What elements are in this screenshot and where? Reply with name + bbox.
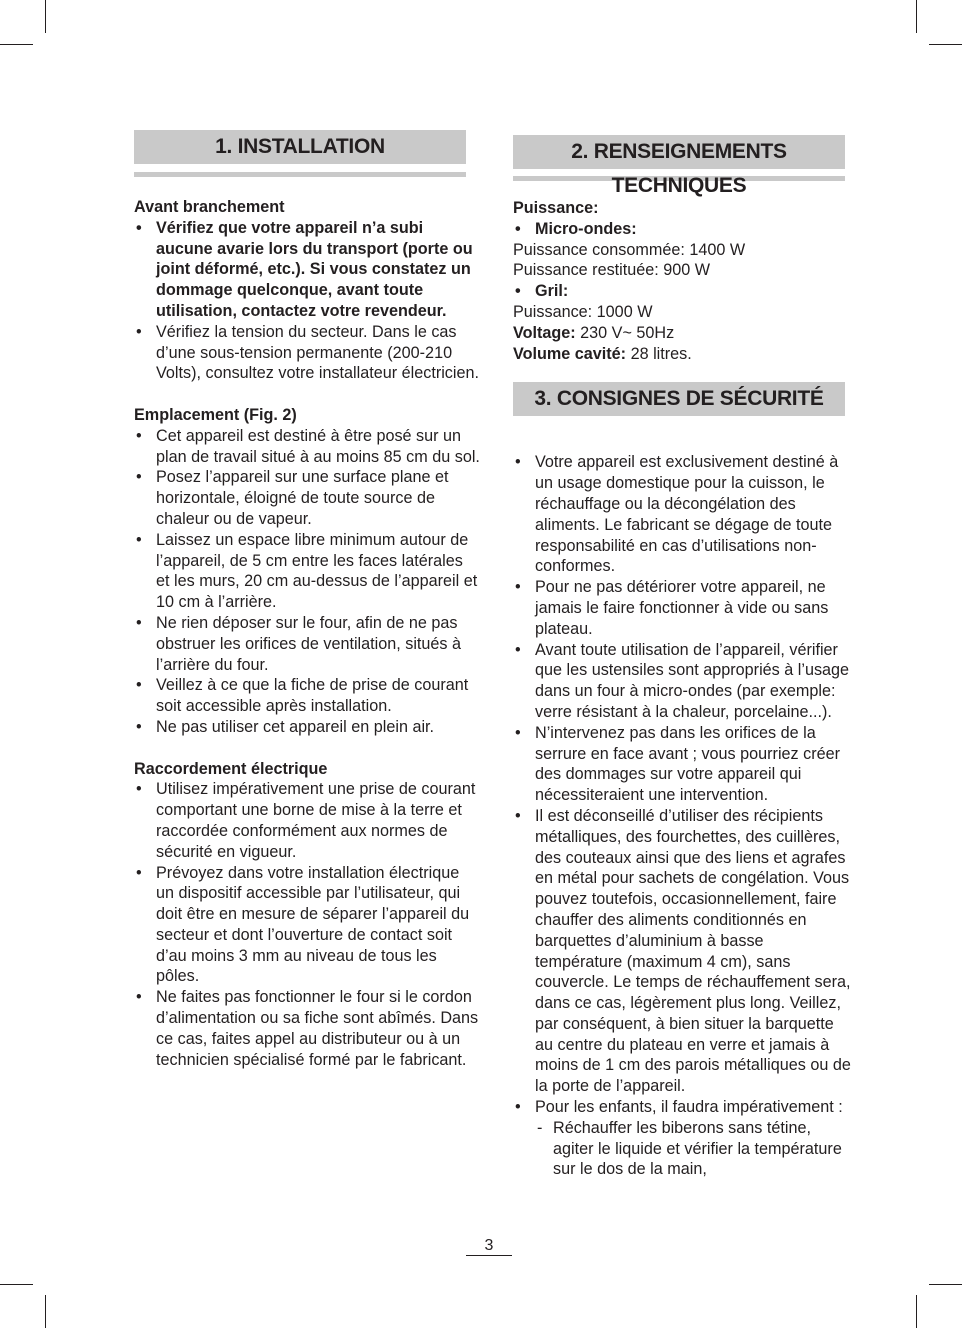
micro-ondes-label: • Micro-ondes: (513, 219, 853, 240)
right-column (513, 130, 853, 1180)
emplacement-title: Emplacement (Fig. 2) (134, 405, 297, 424)
crop-mark (0, 44, 33, 45)
list-item: • Avant toute utilisation de l’appareil, vérifier que les ustensiles sont appropriés à l’usage dans un four à micro-ondes (par exemple: verre résistant à la chaleur, porcelaine...). (513, 640, 853, 723)
list-item: • Laissez un espace libre minimum autour de l’appareil, de 5 cm entre les faces latérales et les murs, 20 cm au-dessus de l’appareil et 10 cm à l’arrière. (134, 530, 480, 613)
installation-heading: 1. INSTALLATION (134, 130, 466, 164)
sub-list-item: - Réchauffer les biberons sans tétine, agiter le liquide et vérifier la température sur le dos de la main, (535, 1118, 853, 1180)
list-item: • Il est déconseillé d’utiliser des récipients métalliques, des fourchettes, des cuillères, des couteaux ainsi que des liens et agrafes en métal pour sachets de congélation. Vous pouvez toutefois, occasionnellement, faire chauffer des aliments conditionnés en barquettes d’aluminium à basse température (maximum 4 cm), sans couvercle. Le temps de réchauffement sera, dans ce cas, légèrement plus long. Veillez, par conséquent, à bien situer la barquette au centre du plateau en verre et jamais à moins de 1 cm des parois métalliques ou de la porte de l’appareil. (513, 806, 853, 1097)
avant-branchement-title: Avant branchement (134, 198, 285, 216)
gril-label: • Gril: (513, 281, 853, 302)
list-item: • Cet appareil est destiné à être posé sur un plan de travail situé à au moins 85 cm du sol. (134, 426, 480, 468)
technical-heading: 2. RENSEIGNEMENTS TECHNIQUES (513, 135, 845, 169)
page-number: 3 (484, 1237, 494, 1254)
list-item: • Veillez à ce que la fiche de prise de courant soit accessible après installation. (134, 675, 480, 717)
crop-mark (916, 1295, 917, 1328)
list-item: • Posez l’appareil sur une surface plane et horizontale, éloigné de toute source de chaleur ou de vapeur. (134, 467, 480, 529)
list-item: • Votre appareil est exclusivement destiné à un usage domestique pour la cuisson, le réchauffage ou la décongélation des aliments. Le fabricant se dégage de toute responsabilité en cas d’utilisations non-conformes. (513, 452, 853, 577)
list-item: • Ne rien déposer sur le four, afin de ne pas obstruer les orifices de ventilation, situés à l’arrière du four. (134, 613, 480, 675)
list-item: • Utilisez impérativement une prise de courant comportant une borne de mise à la terre et raccordée conformément aux normes de sécurité en vigueur. (134, 779, 480, 862)
list-item (513, 1097, 853, 1180)
list-item-text: Pour les enfants, il faudra impérativement : (535, 1098, 843, 1117)
raccordement-title: Raccordement électrique (134, 759, 328, 778)
crop-mark (916, 0, 917, 33)
list-item: • Vérifiez que votre appareil n’a subi aucune avarie lors du transport (porte ou joint déformé, etc.). Si vous constatez un dommage quelconque, avant toute utilisation, contactez votre revendeur. (134, 218, 480, 322)
gril-power: Puissance: 1000 W (513, 302, 653, 321)
technical-section (513, 198, 853, 364)
puissance-label: Puissance: (513, 199, 599, 217)
volume-value: 28 litres. (630, 344, 692, 363)
heading-rule (134, 172, 466, 177)
list-item: • Vérifiez la tension du secteur. Dans le cas d’une sous-tension permanente (200-210 Volts), consultez votre installateur électricien. (134, 322, 480, 384)
safety-section (513, 452, 853, 1180)
page-number-rule (466, 1255, 512, 1256)
list-item: • Ne faites pas fonctionner le four si le cordon d’alimentation ou sa fiche sont abîmés. Dans ce cas, faites appel au distributeur ou à un technicien spécialisé formé par le fabricant. (134, 987, 480, 1070)
emplacement-section (134, 405, 480, 738)
list-item: • Pour ne pas détériorer votre appareil, ne jamais le faire fonctionner à vide ou sans plateau. (513, 577, 853, 639)
crop-mark (0, 1284, 33, 1285)
puissance-consommee: Puissance consommée: 1400 W (513, 240, 746, 259)
raccordement-section (134, 759, 480, 1071)
list-item: • Prévoyez dans votre installation électrique un dispositif accessible par l’utilisateur, qui doit être en mesure de séparer l’appareil du secteur et dont l’ouverture de contact soit d’au moins 3 mm au niveau de tous les pôles. (134, 863, 480, 988)
crop-mark (929, 1284, 962, 1285)
puissance-restituee: Puissance restituée: 900 W (513, 261, 711, 280)
crop-mark (45, 1295, 46, 1328)
crop-mark (45, 0, 46, 33)
volume-label: Volume cavité: (513, 344, 627, 363)
safety-heading: 3. CONSIGNES DE SÉCURITÉ (513, 382, 845, 416)
voltage-value: 230 V~ 50Hz (580, 323, 675, 342)
crop-mark (929, 44, 962, 45)
left-column (134, 130, 480, 1070)
avant-branchement-section (134, 197, 480, 384)
list-item: • N’intervenez pas dans les orifices de la serrure en face avant ; vous pourriez créer des dommages sur votre appareil qui nécessiteraient une intervention. (513, 723, 853, 806)
list-item: • Ne pas utiliser cet appareil en plein air. (134, 717, 480, 738)
voltage-label: Voltage: (513, 323, 576, 342)
